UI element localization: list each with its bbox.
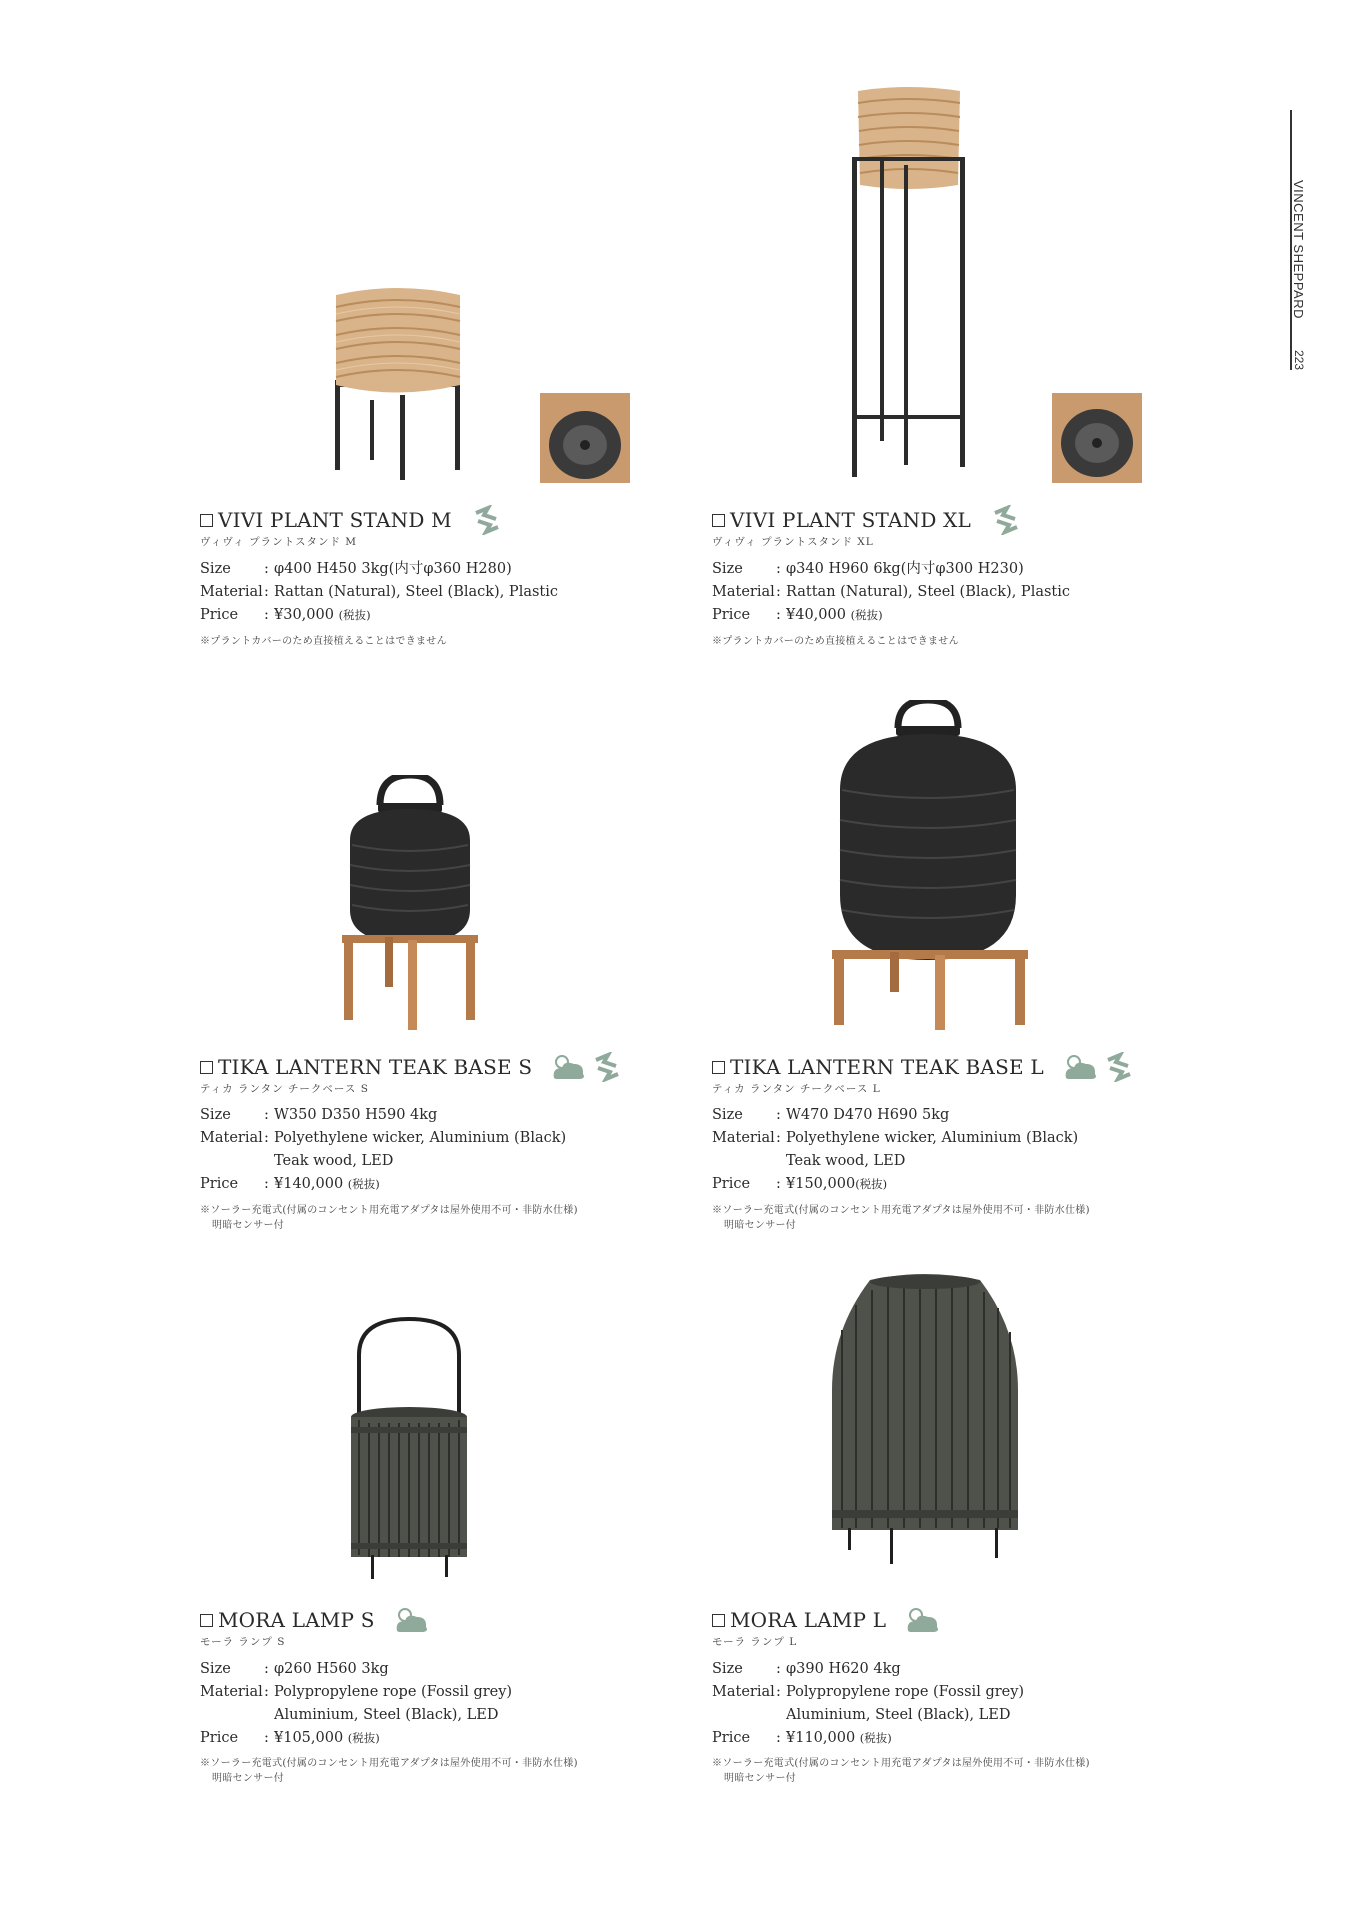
size-value: W350 D350 H590 4kg (274, 1107, 438, 1123)
product-note (200, 634, 447, 649)
product-image-vivi-xl (840, 85, 1160, 485)
brand-name: VINCENT SHEPPARD (1291, 180, 1306, 319)
product-note (712, 1203, 1090, 1233)
material-value: Polypropylene rope (Fossil grey) (786, 1684, 1025, 1700)
note-line: ※ソーラー充電式(付属のコンセント用充電アダプタは屋外使用不可・非防水仕様) (712, 1205, 1090, 1216)
product-subtitle: ヴィヴィ プラントスタンド XL (712, 536, 874, 548)
material-row (200, 1127, 566, 1150)
colon: : (264, 1661, 269, 1677)
title-row (200, 1605, 429, 1635)
checkbox (712, 1614, 725, 1627)
material-value: Rattan (Natural), Steel (Black), Plastic (274, 584, 558, 600)
note-line: ※プラントカバーのため直接植えることはできません (200, 636, 447, 647)
size-label: Size (200, 1661, 231, 1677)
price-row (200, 604, 558, 627)
title-row (712, 1605, 940, 1635)
colon: : (776, 1730, 781, 1746)
colon: : (776, 1130, 781, 1146)
price-row (200, 1173, 566, 1196)
price-row (712, 1173, 1078, 1196)
price-value: ¥150,000 (786, 1176, 856, 1192)
product-title: VIVI PLANT STAND XL (730, 508, 972, 532)
colon: : (776, 584, 781, 600)
material-value-cont: Aluminium, Steel (Black), LED (274, 1707, 499, 1723)
size-row (712, 1104, 1078, 1127)
product-title: MORA LAMP L (730, 1608, 887, 1632)
spec-block (200, 1658, 512, 1750)
colon: : (264, 1130, 269, 1146)
rotate-icon (989, 505, 1023, 535)
note-line: ※ソーラー充電式(付属のコンセント用充電アダプタは屋外使用不可・非防水仕様) (200, 1205, 578, 1216)
price-label: Price (200, 607, 239, 623)
title-row (712, 505, 1023, 535)
material-label: Material (200, 1130, 263, 1146)
product-note (712, 634, 959, 649)
product-subtitle: モーラ ランプ S (200, 1636, 286, 1648)
size-row (200, 1104, 566, 1127)
price-value: ¥105,000 (274, 1730, 344, 1746)
size-row (200, 1658, 512, 1681)
tax-note: (税抜) (338, 608, 371, 622)
outdoor-weather-icon (393, 1605, 429, 1635)
checkbox (200, 1614, 213, 1627)
product-image-vivi-m (320, 285, 640, 485)
feature-icons (989, 505, 1023, 535)
price-label: Price (200, 1730, 239, 1746)
note-line: 明暗センサー付 (212, 1220, 285, 1231)
material-label: Material (200, 1684, 263, 1700)
product-subtitle: ヴィヴィ プラントスタンド M (200, 536, 358, 548)
size-row (712, 558, 1070, 581)
product-title: TIKA LANTERN TEAK BASE S (218, 1055, 533, 1079)
feature-icons (470, 505, 504, 535)
title-row (200, 505, 504, 535)
rotate-icon (1102, 1052, 1136, 1082)
material-value: Polyethylene wicker, Aluminium (Black) (786, 1130, 1079, 1146)
note-line: 明暗センサー付 (724, 1773, 797, 1784)
colon: : (776, 607, 781, 623)
price-value: ¥140,000 (274, 1176, 344, 1192)
size-value: φ340 H960 6kg(内寸φ300 H230) (786, 561, 1024, 577)
product-title: VIVI PLANT STAND M (218, 508, 452, 532)
material-value: Polypropylene rope (Fossil grey) (274, 1684, 513, 1700)
material-row (712, 581, 1070, 604)
colon: : (264, 561, 269, 577)
product-image-mora-s (345, 1315, 475, 1585)
page-number: 223 (1292, 350, 1306, 371)
size-value: φ260 H560 3kg (274, 1661, 389, 1677)
checkbox (712, 1061, 725, 1074)
spec-block (200, 558, 558, 627)
size-label: Size (200, 1107, 231, 1123)
colon: : (264, 1107, 269, 1123)
material-row (200, 1681, 512, 1704)
product-note (200, 1203, 578, 1233)
checkbox (200, 1061, 213, 1074)
rotate-icon (590, 1052, 624, 1082)
note-line: ※ソーラー充電式(付属のコンセント用充電アダプタは屋外使用不可・非防水仕様) (712, 1758, 1090, 1769)
colon: : (264, 1684, 269, 1700)
material-row (712, 1127, 1078, 1150)
title-row (200, 1052, 624, 1082)
colon: : (776, 1176, 781, 1192)
product-image-mora-l (830, 1270, 1020, 1580)
product-subtitle: ティカ ランタン チークベース S (200, 1083, 369, 1095)
product-note (200, 1756, 578, 1786)
tax-note: (税抜) (347, 1177, 380, 1191)
outdoor-weather-icon (550, 1052, 586, 1082)
note-line: ※プラントカバーのため直接植えることはできません (712, 636, 959, 647)
price-row (712, 604, 1070, 627)
checkbox (200, 514, 213, 527)
size-label: Size (712, 561, 743, 577)
title-row (712, 1052, 1136, 1082)
price-label: Price (712, 1730, 751, 1746)
feature-icons (1062, 1052, 1136, 1082)
product-title: TIKA LANTERN TEAK BASE L (730, 1055, 1044, 1079)
material-row (200, 581, 558, 604)
feature-icons (904, 1605, 940, 1635)
tax-note: (税抜) (855, 1177, 888, 1191)
price-row (712, 1727, 1024, 1750)
colon: : (776, 1661, 781, 1677)
spec-block (712, 558, 1070, 627)
material-label: Material (712, 1684, 775, 1700)
spec-block (712, 1658, 1024, 1750)
price-row (200, 1727, 512, 1750)
size-value: φ400 H450 3kg(内寸φ360 H280) (274, 561, 512, 577)
colon: : (776, 1684, 781, 1700)
outdoor-weather-icon (1062, 1052, 1098, 1082)
price-value: ¥110,000 (786, 1730, 856, 1746)
spec-block (712, 1104, 1078, 1196)
colon: : (264, 1730, 269, 1746)
material-value-cont: Teak wood, LED (274, 1153, 394, 1169)
price-label: Price (712, 1176, 751, 1192)
note-line: ※ソーラー充電式(付属のコンセント用充電アダプタは屋外使用不可・非防水仕様) (200, 1758, 578, 1769)
material-value: Rattan (Natural), Steel (Black), Plastic (786, 584, 1070, 600)
feature-icons (550, 1052, 624, 1082)
product-image-tika-l (830, 700, 1030, 1030)
price-value: ¥40,000 (786, 607, 846, 623)
outdoor-weather-icon (904, 1605, 940, 1635)
material-label: Material (200, 584, 263, 600)
price-label: Price (712, 607, 751, 623)
material-value-cont: Aluminium, Steel (Black), LED (786, 1707, 1011, 1723)
material-label: Material (712, 584, 775, 600)
material-label: Material (712, 1130, 775, 1146)
size-label: Size (200, 561, 231, 577)
tax-note: (税抜) (859, 1731, 892, 1745)
colon: : (264, 584, 269, 600)
colon: : (776, 1107, 781, 1123)
size-label: Size (712, 1661, 743, 1677)
size-row (712, 1658, 1024, 1681)
price-value: ¥30,000 (274, 607, 334, 623)
note-line: 明暗センサー付 (212, 1773, 285, 1784)
product-image-tika-s (330, 775, 500, 1035)
size-label: Size (712, 1107, 743, 1123)
size-value: φ390 H620 4kg (786, 1661, 901, 1677)
product-subtitle: モーラ ランプ L (712, 1636, 798, 1648)
product-subtitle: ティカ ランタン チークベース L (712, 1083, 881, 1095)
product-note (712, 1756, 1090, 1786)
note-line: 明暗センサー付 (724, 1220, 797, 1231)
product-title: MORA LAMP S (218, 1608, 375, 1632)
colon: : (776, 561, 781, 577)
material-row (712, 1681, 1024, 1704)
checkbox (712, 514, 725, 527)
rotate-icon (470, 505, 504, 535)
tax-note: (税抜) (850, 608, 883, 622)
feature-icons (393, 1605, 429, 1635)
size-value: W470 D470 H690 5kg (786, 1107, 950, 1123)
colon: : (264, 1176, 269, 1192)
size-row (200, 558, 558, 581)
price-label: Price (200, 1176, 239, 1192)
material-value: Polyethylene wicker, Aluminium (Black) (274, 1130, 567, 1146)
colon: : (264, 607, 269, 623)
side-brand-strip (1288, 110, 1314, 370)
tax-note: (税抜) (347, 1731, 380, 1745)
spec-block (200, 1104, 566, 1196)
material-value-cont: Teak wood, LED (786, 1153, 906, 1169)
